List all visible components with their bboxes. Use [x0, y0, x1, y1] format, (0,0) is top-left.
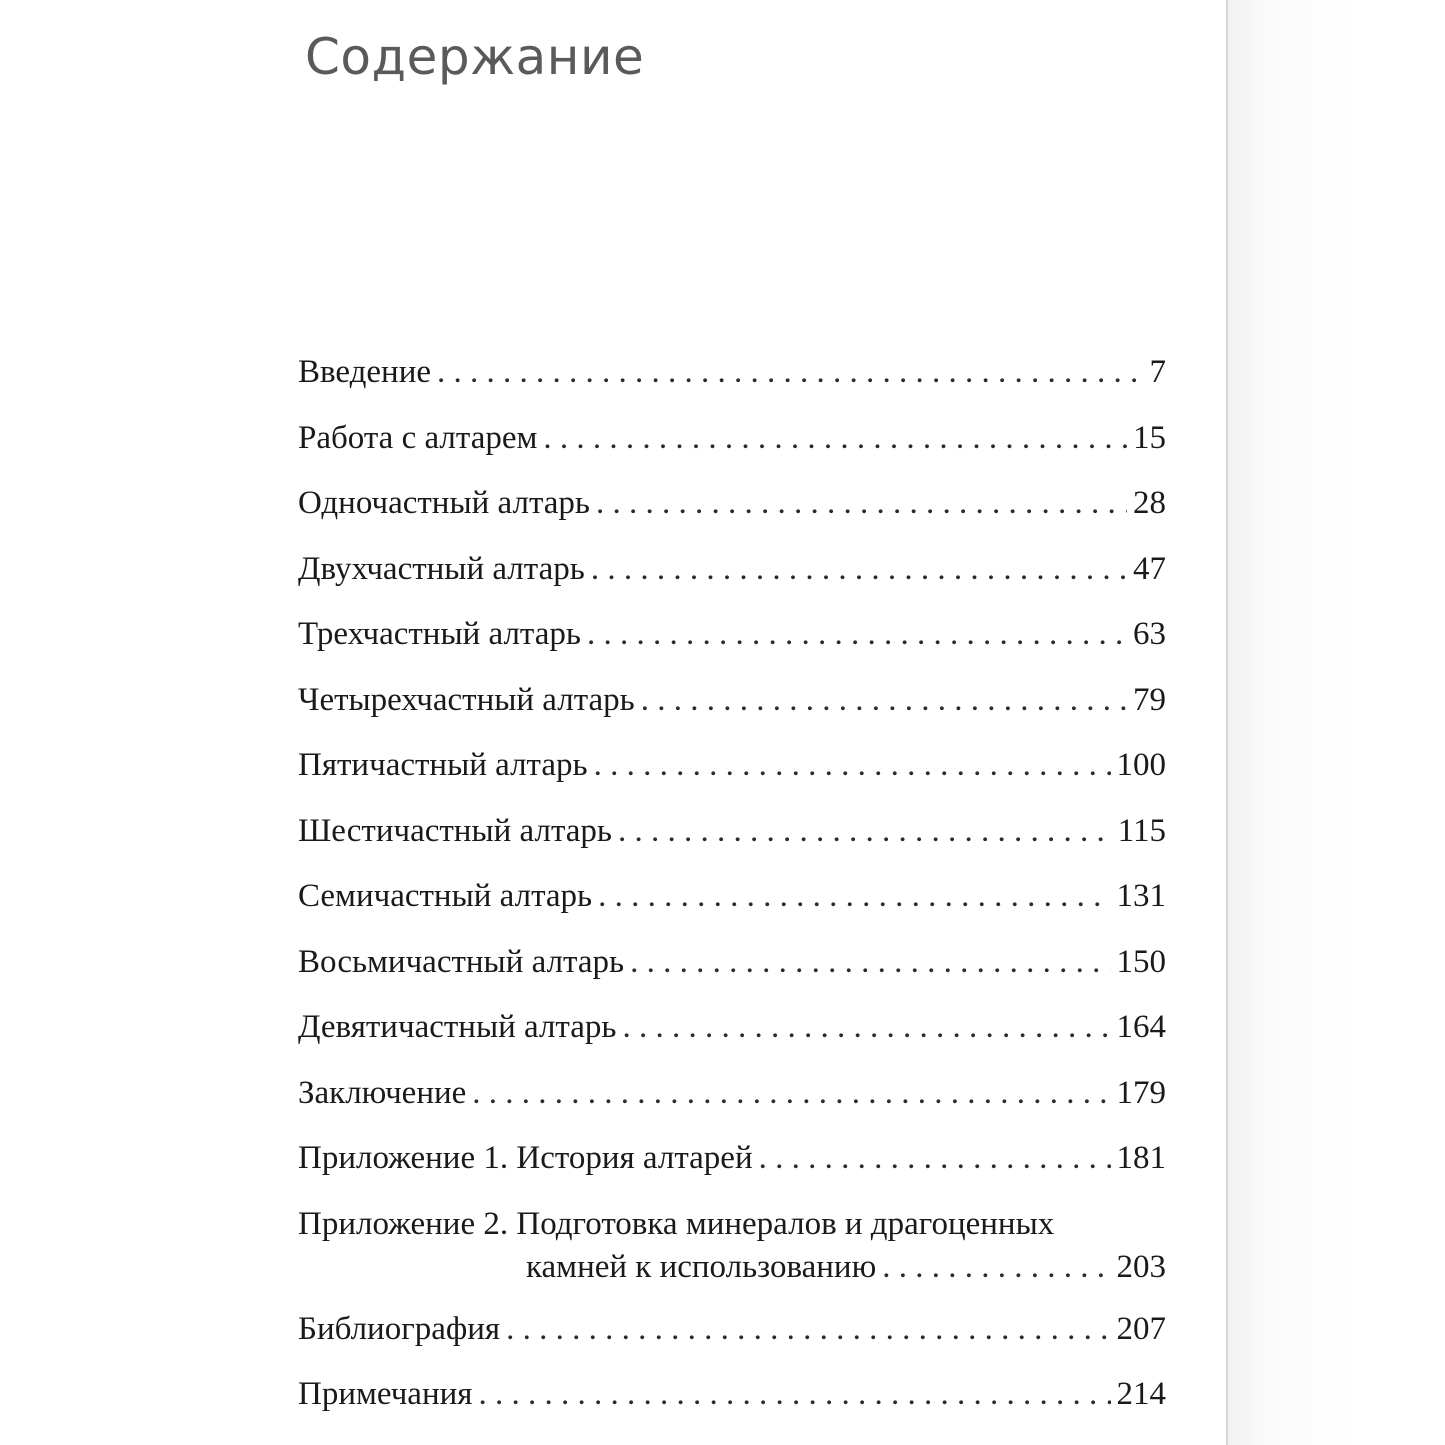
toc-entry-page: 179: [1116, 1074, 1166, 1111]
toc-entry-page: 150: [1116, 943, 1166, 980]
dot-leader: [598, 878, 1110, 915]
toc-entry-five-part-altar[interactable]: [298, 733, 1166, 799]
dot-leader: [882, 1249, 1110, 1286]
dot-leader: [641, 682, 1127, 719]
toc-entry-four-part-altar[interactable]: [298, 668, 1166, 734]
toc-entry-eight-part-altar[interactable]: [298, 930, 1166, 996]
toc-entry-page: 115: [1117, 812, 1166, 849]
dot-leader: [472, 1075, 1110, 1112]
toc-entry-page: 181: [1116, 1140, 1166, 1177]
toc-entry-page: 79: [1133, 681, 1166, 718]
toc-entry-page: 207: [1116, 1310, 1166, 1347]
toc-entry-title: Девятичастный алтарь: [298, 1009, 617, 1046]
dot-leader: [622, 1009, 1110, 1046]
dot-leader: [437, 354, 1143, 391]
toc-entry-page: 47: [1133, 550, 1166, 587]
toc-entry-title: Примечания: [298, 1376, 473, 1413]
toc-entry-appendix-2[interactable]: [298, 1192, 1166, 1297]
toc-entry-title-line1: Приложение 2. Подготовка минералов и драгоценных: [298, 1205, 1055, 1242]
toc-entry-appendix-1[interactable]: [298, 1126, 1166, 1192]
toc-entry-title: Семичастный алтарь: [298, 878, 593, 915]
toc-entry-title-line2: камней к использованию: [526, 1248, 877, 1285]
toc-entry-title: Библиография: [298, 1310, 501, 1347]
toc-entry-page: 100: [1116, 747, 1166, 784]
toc-entry-title: Пятичастный алтарь: [298, 747, 588, 784]
dot-leader: [596, 485, 1127, 522]
dot-leader: [630, 944, 1110, 981]
toc-entry-bibliography[interactable]: [298, 1297, 1166, 1363]
dot-leader: [478, 1376, 1110, 1413]
toc-entry-six-part-altar[interactable]: [298, 799, 1166, 865]
toc-entry-page: 63: [1133, 616, 1166, 653]
toc-entry-page: 15: [1133, 419, 1166, 456]
toc-entry-working-with-altar[interactable]: [298, 406, 1166, 472]
toc-entry-title: Одночастный алтарь: [298, 485, 590, 522]
dot-leader: [594, 747, 1111, 784]
toc-entry-three-part-altar[interactable]: [298, 602, 1166, 668]
toc-entry-page: 203: [1116, 1248, 1166, 1285]
dot-leader: [506, 1311, 1110, 1348]
dot-leader: [618, 813, 1112, 850]
toc-entry-seven-part-altar[interactable]: [298, 864, 1166, 930]
dot-leader: [587, 616, 1127, 653]
toc-entry-title: Введение: [298, 354, 432, 391]
dot-leader: [759, 1140, 1111, 1177]
toc-entry-notes[interactable]: [298, 1362, 1166, 1428]
toc-entry-page: 28: [1133, 485, 1166, 522]
page-edge-shadow: [1228, 0, 1445, 1445]
toc-entry-conclusion[interactable]: [298, 1061, 1166, 1127]
toc-entry-title: Заключение: [298, 1074, 467, 1111]
toc-entry-title: Четырехчастный алтарь: [298, 681, 635, 718]
toc-entry-page: 131: [1116, 878, 1166, 915]
toc-entry-title: Восьмичастный алтарь: [298, 943, 625, 980]
toc-entry-page: 214: [1116, 1376, 1166, 1413]
toc-entry-title: Шестичастный алтарь: [298, 812, 612, 849]
toc-entry-one-part-altar[interactable]: [298, 471, 1166, 537]
toc-entry-page: 164: [1116, 1009, 1166, 1046]
dot-leader: [591, 551, 1127, 588]
toc-entry-title: Двухчастный алтарь: [298, 550, 585, 587]
toc-entry-title: Трехчастный алтарь: [298, 616, 581, 653]
dot-leader: [543, 420, 1127, 457]
toc-entry-introduction[interactable]: [298, 340, 1166, 406]
toc-entry-title: Приложение 1. История алтарей: [298, 1140, 753, 1177]
page-title: Содержание: [305, 28, 645, 86]
toc-entry-page: 7: [1149, 354, 1166, 391]
toc-entry-title: Работа с алтарем: [298, 419, 538, 456]
toc-entry-two-part-altar[interactable]: [298, 537, 1166, 603]
table-of-contents: [298, 340, 1166, 1428]
toc-entry-nine-part-altar[interactable]: [298, 995, 1166, 1061]
